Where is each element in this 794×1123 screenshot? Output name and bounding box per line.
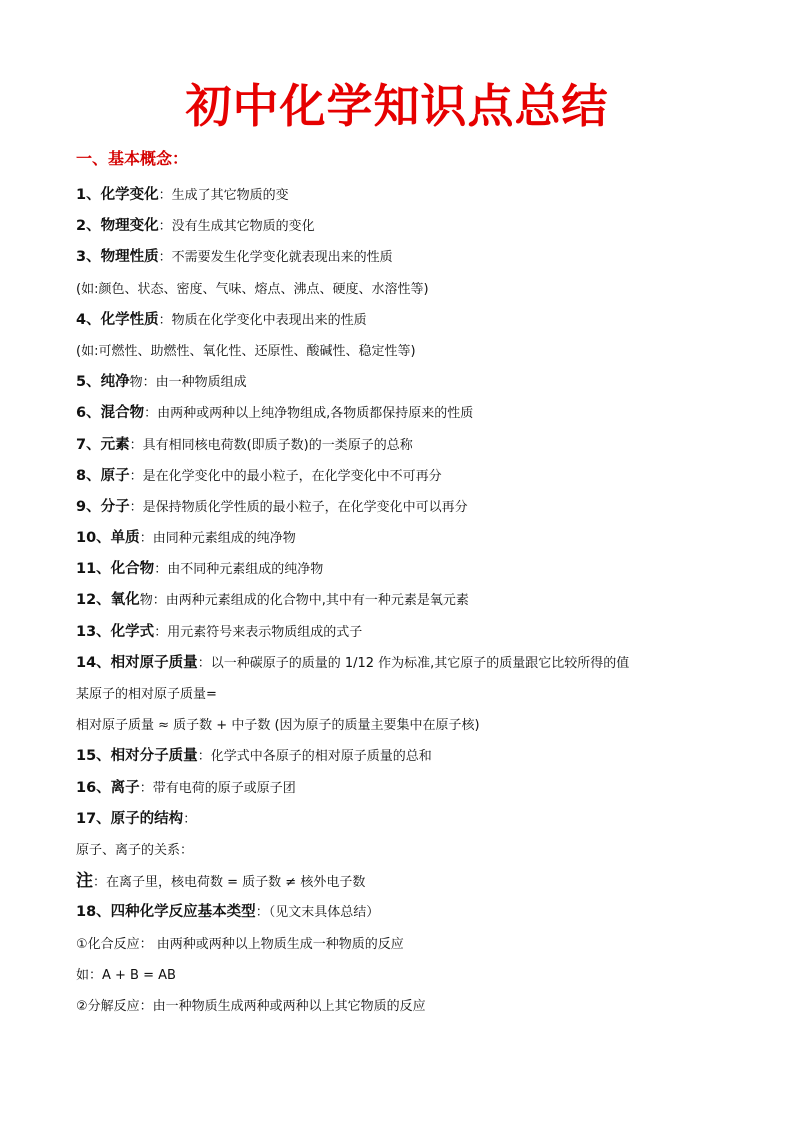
definition-text: ：化学式中各原子的相对原子质量的总和 [197, 749, 432, 765]
definition-text: ：物质在化学变化中表现出来的性质 [158, 312, 367, 328]
list-item [76, 402, 736, 433]
document-title: 初中化学知识点总结 [185, 79, 609, 133]
list-item [76, 652, 736, 683]
definition-text: ：生成了其它物质的变 [158, 188, 289, 203]
term-label: 注 [76, 871, 93, 892]
list-item [76, 964, 736, 995]
list-item [76, 465, 736, 496]
term-label: 2、物理变化 [76, 218, 159, 235]
definition-text: 原子、离子的关系： [76, 842, 194, 858]
definition-text: ：是保持物质化学性质的最小粒子，在化学变化中可以再分 [129, 499, 468, 515]
term-label: 7、元素 [76, 436, 130, 453]
definition-text: 某原子的相对原子质量= [76, 687, 217, 702]
term-label: 1、化学变化 [76, 187, 159, 203]
term-label: 14、相对原子质量 [76, 654, 198, 671]
term-label: 13、化学式 [76, 623, 155, 640]
definition-text: ： [183, 811, 197, 827]
definition-text: (如:可燃性、助燃性、氧化性、还原性、酸碱性、稳定性等) [76, 343, 416, 359]
term-label: 18、四种化学反应基本类型 [76, 904, 256, 921]
term-label: 15、相对分子质量 [76, 748, 198, 765]
definition-text: ：由不同种元素组成的纯净物 [154, 562, 324, 578]
list-item [76, 340, 736, 371]
list-item [76, 621, 736, 652]
list-item [76, 309, 736, 340]
list-item [76, 589, 736, 620]
definition-text: ：具有相同核电荷数(即质子数)的一类原子的总称 [129, 437, 413, 453]
definition-text: 物：由一种物质组成 [129, 375, 247, 391]
term-label: 5、纯净 [76, 374, 130, 391]
term-label: 17、原子的结构 [76, 810, 184, 827]
term-label: 11、化合物 [76, 561, 155, 578]
term-label: 6、混合物 [76, 405, 145, 422]
list-item [76, 371, 736, 402]
list-item [76, 714, 736, 745]
list-item [76, 434, 736, 465]
list-item [76, 995, 736, 1026]
list-item [76, 215, 736, 246]
definition-text: (如:颜色、状态、密度、气味、熔点、沸点、硬度、水溶性等) [76, 281, 429, 297]
list-item [76, 777, 736, 808]
list-item [76, 558, 736, 589]
term-label: 3、物理性质 [76, 249, 159, 266]
list-item [76, 901, 736, 932]
definition-text: ：带有电荷的原子或原子团 [139, 780, 296, 796]
section-heading: 一、基本概念： [76, 149, 189, 168]
list-item [76, 808, 736, 839]
list-item [76, 870, 736, 901]
list-item [76, 278, 736, 309]
term-label: 16、离子 [76, 779, 140, 796]
term-label: 8、原子 [76, 467, 130, 484]
definition-text: ①化合反应： 由两种或两种以上物质生成一种物质的反应 [76, 936, 404, 952]
definition-text: ：没有生成其它物质的变化 [158, 219, 315, 235]
definition-text: ：用元素符号来表示物质组成的式子 [154, 624, 363, 640]
definition-text: ②分解反应：由一种物质生成两种或两种以上其它物质的反应 [76, 998, 426, 1014]
list-item [76, 933, 736, 964]
list-item [76, 683, 736, 714]
term-label: 12、氧化 [76, 592, 140, 609]
term-label: 9、分子 [76, 498, 130, 515]
definition-text: ：由两种或两种以上纯净物组成,各物质都保持原来的性质 [144, 406, 474, 422]
definition-text: ：是在化学变化中的最小粒子，在化学变化中不可再分 [129, 468, 442, 484]
term-label: 4、化学性质 [76, 311, 159, 328]
concept-list [76, 184, 736, 1026]
list-item [76, 246, 736, 277]
definition-text: 相对原子质量 ≈ 质子数 + 中子数 (因为原子的质量主要集中在原子核) [76, 718, 480, 734]
definition-text: ：由同种元素组成的纯净物 [139, 531, 296, 547]
list-item [76, 184, 736, 215]
definition-text: 如：A + B = AB [76, 967, 176, 983]
list-item [76, 745, 736, 776]
list-item [76, 839, 736, 870]
list-item [76, 496, 736, 527]
definition-text: ：以一种碳原子的质量的 1/12 作为标准,其它原子的质量跟它比较所得的值 [197, 655, 630, 671]
term-label: 10、单质 [76, 530, 140, 547]
definition-text: ：在离子里，核电荷数 = 质子数 ≠ 核外电子数 [93, 875, 366, 891]
definition-text: ：（见文末具体总结） [255, 905, 380, 921]
definition-text: 物：由两种元素组成的化合物中,其中有一种元素是氧元素 [139, 593, 469, 609]
list-item [76, 527, 736, 558]
definition-text: ：不需要发生化学变化就表现出来的性质 [158, 250, 393, 266]
